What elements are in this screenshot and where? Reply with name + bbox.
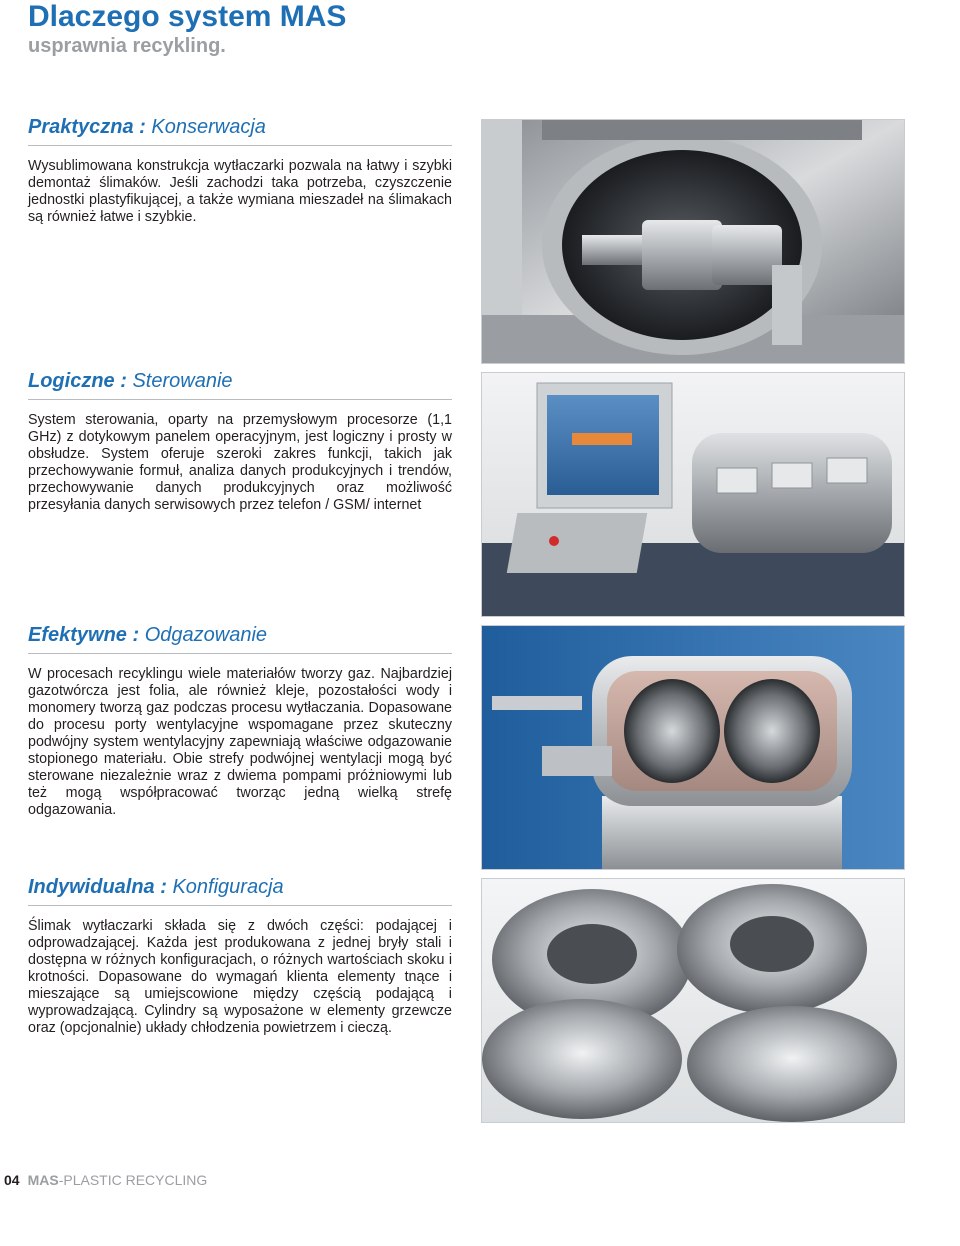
section-topic: Konfiguracja: [172, 876, 284, 898]
page-title: Dlaczego system MAS: [28, 0, 347, 33]
photo-screw-elements: [481, 878, 905, 1123]
section-odgazowanie: [28, 623, 452, 819]
photo-screw-coupling: [481, 119, 905, 364]
page-footer: [4, 1171, 207, 1189]
section-body: Wysublimowana konstrukcja wytłaczarki pozwala na łatwy i szybki demontaż ślimaków. Jeśli zachodzi taka potrzeba, czyszczenie jednostki plastyfikującej, a także wymiana mieszadeł na ślimakach są również łatwe i szybkie.: [28, 158, 452, 225]
section-keyword: Logiczne :: [28, 370, 127, 392]
section-sterowanie: [28, 369, 452, 514]
section-topic: Konserwacja: [151, 116, 266, 138]
section-keyword: Efektywne :: [28, 624, 140, 646]
section-body: System sterowania, oparty na przemysłowym procesorze (1,1 GHz) z dotykowym panelem operacyjnym, jest logiczny i prosty w obsłudze. System oferuje szeroki zakres funkcji, takich jak przechowywanie formuł, analiza danych produkcyjnych i trendów, przechowywanie danych produkcyjnych oraz możliwość przesyłania danych serwisowych przez telefon / GSM/ internet: [28, 412, 452, 513]
footer-brand: MAS: [27, 1172, 59, 1188]
section-heading: [28, 369, 452, 400]
section-konserwacja: [28, 115, 452, 226]
page-subtitle: usprawnia recykling.: [28, 35, 226, 57]
section-heading: [28, 623, 452, 654]
section-konfiguracja: [28, 875, 452, 1037]
section-body: Ślimak wytłaczarki składa się z dwóch części: podającej i odprowadzającej. Każda jest produkowana z jednej bryły stali i dostępna w różnych konfiguracjach, o różnych wartościach skoku i krotności. Dopasowane do wymagań klienta elementy tnące i mieszające są umiejscowione między częścią podającą i wyprowadzającą. Cylindry są wyposażone w elementy grzewcze oraz (opcjonalnie) układy chłodzenia powietrzem i cieczą.: [28, 918, 452, 1036]
section-heading: [28, 115, 452, 146]
section-body: W procesach recyklingu wiele materiałów tworzy gaz. Najbardziej gazotwórcza jest folia, ale również kleje, pozostałości wody i monomery tworzą gaz podczas procesu wytłaczania. Dopasowane do procesu porty wentylacyjne wspomagane przez skuteczny podwójny system wentylacyjny zapewniają właściwe odgazowanie stopionego materiału. Obie strefy podwójnej wentylacji mogą być sterowane niezależnie wraz z dwiema pompami próżniowymi lub też mogą współpracować tworząc jedną wielką strefę odgazowania.: [28, 666, 452, 818]
section-keyword: Indywidualna :: [28, 876, 167, 898]
section-topic: Sterowanie: [132, 370, 233, 392]
section-heading: [28, 875, 452, 906]
section-topic: Odgazowanie: [144, 624, 268, 646]
page-number: 04: [4, 1172, 20, 1188]
section-keyword: Praktyczna :: [28, 116, 146, 138]
photo-control-panel: [481, 372, 905, 617]
photo-degassing-port: [481, 625, 905, 870]
footer-brand-suffix: -PLASTIC RECYCLING: [58, 1172, 208, 1188]
